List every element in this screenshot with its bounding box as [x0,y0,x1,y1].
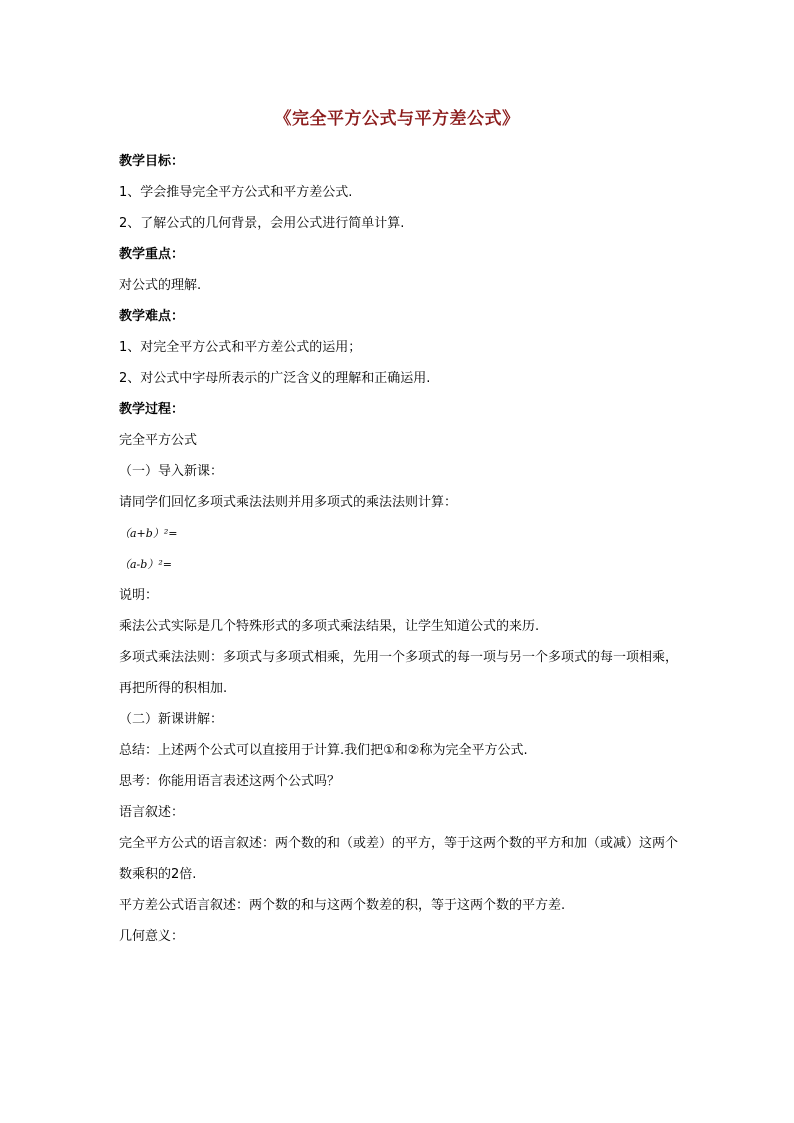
part1-heading: （一）导入新课： [119,464,224,479]
formula-2: （a-b）²= [119,558,172,571]
process-heading: 教学过程： [119,402,185,417]
section-title: 完全平方公式 [119,433,198,448]
key-item-1: 对公式的理解. [119,278,202,293]
note-1: 乘法公式实际是几个特殊形式的多项式乘法结果，让学生知道公式的来历. [119,619,540,634]
geometry-heading: 几何意义： [119,929,185,944]
document-body [119,146,679,952]
difficulty-item-1: 1、对完全平方公式和平方差公式的运用； [119,340,362,355]
summary-text: 总结：上述两个公式可以直接用于计算.我们把①和②称为完全平方公式. [119,743,528,758]
formula-1: （a+b）²= [119,527,178,540]
think-text: 思考：你能用语言表述这两个公式吗？ [119,774,341,789]
part1-intro: 请同学们回忆多项式乘法法则并用多项式的乘法法则计算： [119,495,458,510]
key-heading: 教学重点： [119,247,185,262]
language-item-2: 平方差公式语言叙述：两个数的和与这两个数差的积，等于这两个数的平方差. [119,898,566,913]
document-title: 《完全平方公式与平方差公式》 [274,109,520,129]
goal-item-2: 2、了解公式的几何背景，会用公式进行简单计算. [119,216,405,231]
note-heading: 说明： [119,588,159,603]
difficulty-item-2: 2、对公式中字母所表示的广泛含义的理解和正确运用. [119,371,431,386]
part2-heading: （二）新课讲解： [119,712,224,727]
language-heading: 语言叙述： [119,805,185,820]
goal-heading: 教学目标： [119,154,185,169]
goal-item-1: 1、学会推导完全平方公式和平方差公式. [119,185,353,200]
difficulty-heading: 教学难点： [119,309,185,324]
note-2: 多项式乘法法则：多项式与多项式相乘，先用一个多项式的每一项与另一个多项式的每一项相乘，再把所得的积相加. [119,650,679,696]
language-item-1: 完全平方公式的语言叙述：两个数的和（或差）的平方，等于这两个数的平方和加（或减）这两个数乘积的2倍. [119,836,679,882]
